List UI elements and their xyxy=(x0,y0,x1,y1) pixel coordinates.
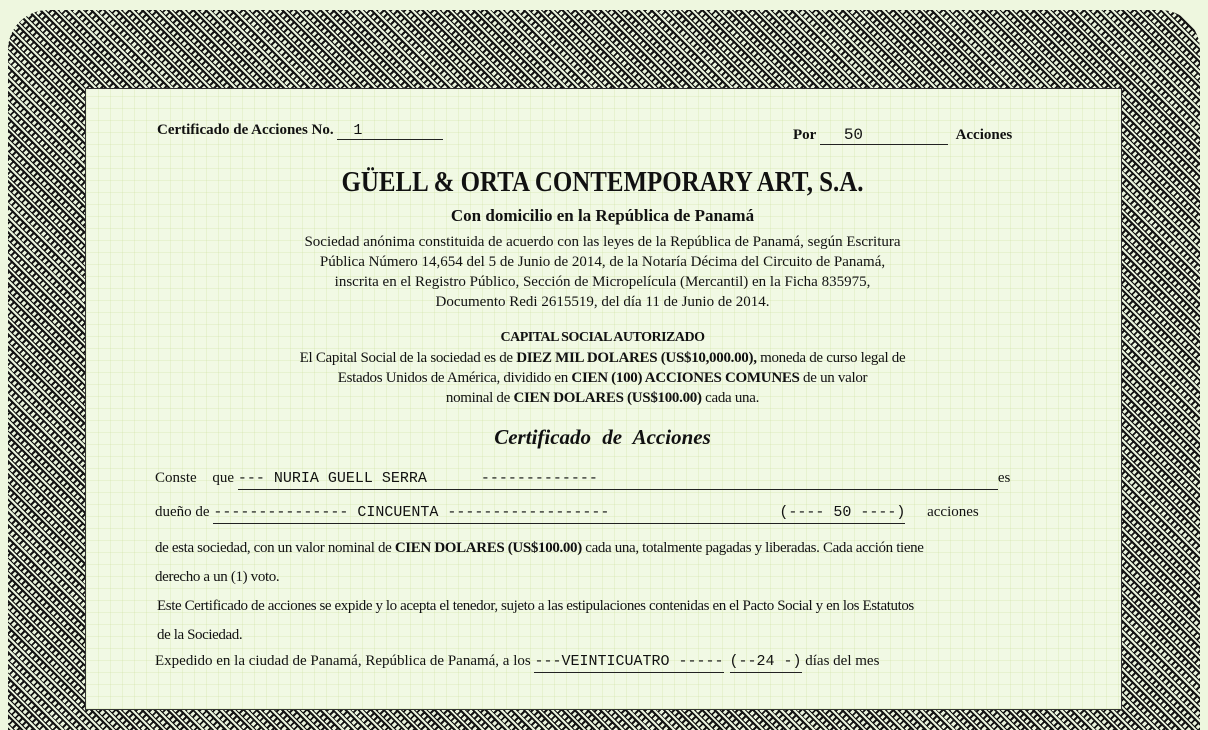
acciones-label: Acciones xyxy=(955,127,1013,143)
capital-text xyxy=(85,348,1120,408)
day-in-number: (--24 -) xyxy=(730,652,802,673)
text: de esta sociedad, con un valor nominal de xyxy=(155,540,395,556)
text: Estados Unidos de América, dividido en xyxy=(337,370,572,386)
company-domicile: Con domicilio en la República de Panamá xyxy=(450,206,755,225)
text: derecho a un (1) voto. xyxy=(155,569,280,585)
text: de un valor xyxy=(799,370,868,386)
text: cada una, totalmente pagadas y liberadas. Cada acción tiene xyxy=(581,540,924,556)
incorporation-line: Sociedad anónima constituida de acuerdo con las leyes de la República de Panamá, según Escritura xyxy=(304,234,901,250)
text: Conste xyxy=(155,470,197,486)
text: es xyxy=(997,470,1011,486)
text: cada una. xyxy=(701,390,760,406)
text: nominal de xyxy=(445,390,514,406)
certificate-number-value: 1 xyxy=(337,122,443,140)
text: Este Certificado de acciones se expide y lo acepta el tenedor, sujeto a las estipulaciones contenidas en el Pacto Social y en los Estatutos xyxy=(157,598,914,614)
shares-line xyxy=(155,502,979,524)
company-name: GÜELL & ORTA CONTEMPORARY ART, S.A. xyxy=(341,166,864,198)
terms-paragraph xyxy=(157,592,914,650)
shares-count-field xyxy=(793,126,1012,145)
por-label: Por xyxy=(793,127,817,143)
shares-in-words: --------------- CINCUENTA ------------------ xyxy=(213,503,779,524)
por-value: 50 xyxy=(820,126,948,145)
day-in-words: ---VEINTICUATRO ----- xyxy=(534,652,723,673)
text: acciones xyxy=(927,504,979,520)
certificate-number-label: Certificado de Acciones No. xyxy=(157,122,334,138)
certificate-title: Certificado de Acciones xyxy=(494,425,711,449)
text: días del mes xyxy=(805,653,880,669)
capital-heading: CAPITAL SOCIAL AUTORIZADO xyxy=(500,330,705,345)
incorporation-line: Documento Redi 2615519, del día 11 de Junio de 2014. xyxy=(435,294,770,310)
text: El Capital Social de la sociedad es de xyxy=(299,350,517,366)
incorporation-line: Pública Número 14,654 del 5 de Junio de 2014, de la Notaría Décima del Circuito de Panamá, xyxy=(319,254,886,270)
text: CIEN DOLARES (US$100.00) xyxy=(394,540,582,556)
shares-in-number: (---- 50 ----) xyxy=(779,503,905,524)
text: dueño de xyxy=(155,504,210,520)
incorporation-text xyxy=(85,232,1120,312)
text: CIEN (100) ACCIONES COMUNES xyxy=(571,370,800,386)
holder-name: --- NURIA GUELL SERRA ------------- xyxy=(238,469,998,490)
holder-line xyxy=(155,468,1010,490)
text: CIEN DOLARES (US$100.00) xyxy=(513,390,702,406)
incorporation-line: inscrita en el Registro Público, Sección de Micropelícula (Mercantil) en la Ficha 835975, xyxy=(334,274,871,290)
text: Expedido en la ciudad de Panamá, República de Panamá, a los xyxy=(155,653,531,669)
text: que xyxy=(212,470,235,486)
text: moneda de curso legal de xyxy=(756,350,906,366)
nominal-value-paragraph xyxy=(155,534,924,592)
text: DIEZ MIL DOLARES (US$10,000.00), xyxy=(516,350,757,366)
certificate-number-field xyxy=(157,122,443,140)
issued-line xyxy=(155,651,879,673)
text: de la Sociedad. xyxy=(157,627,243,643)
